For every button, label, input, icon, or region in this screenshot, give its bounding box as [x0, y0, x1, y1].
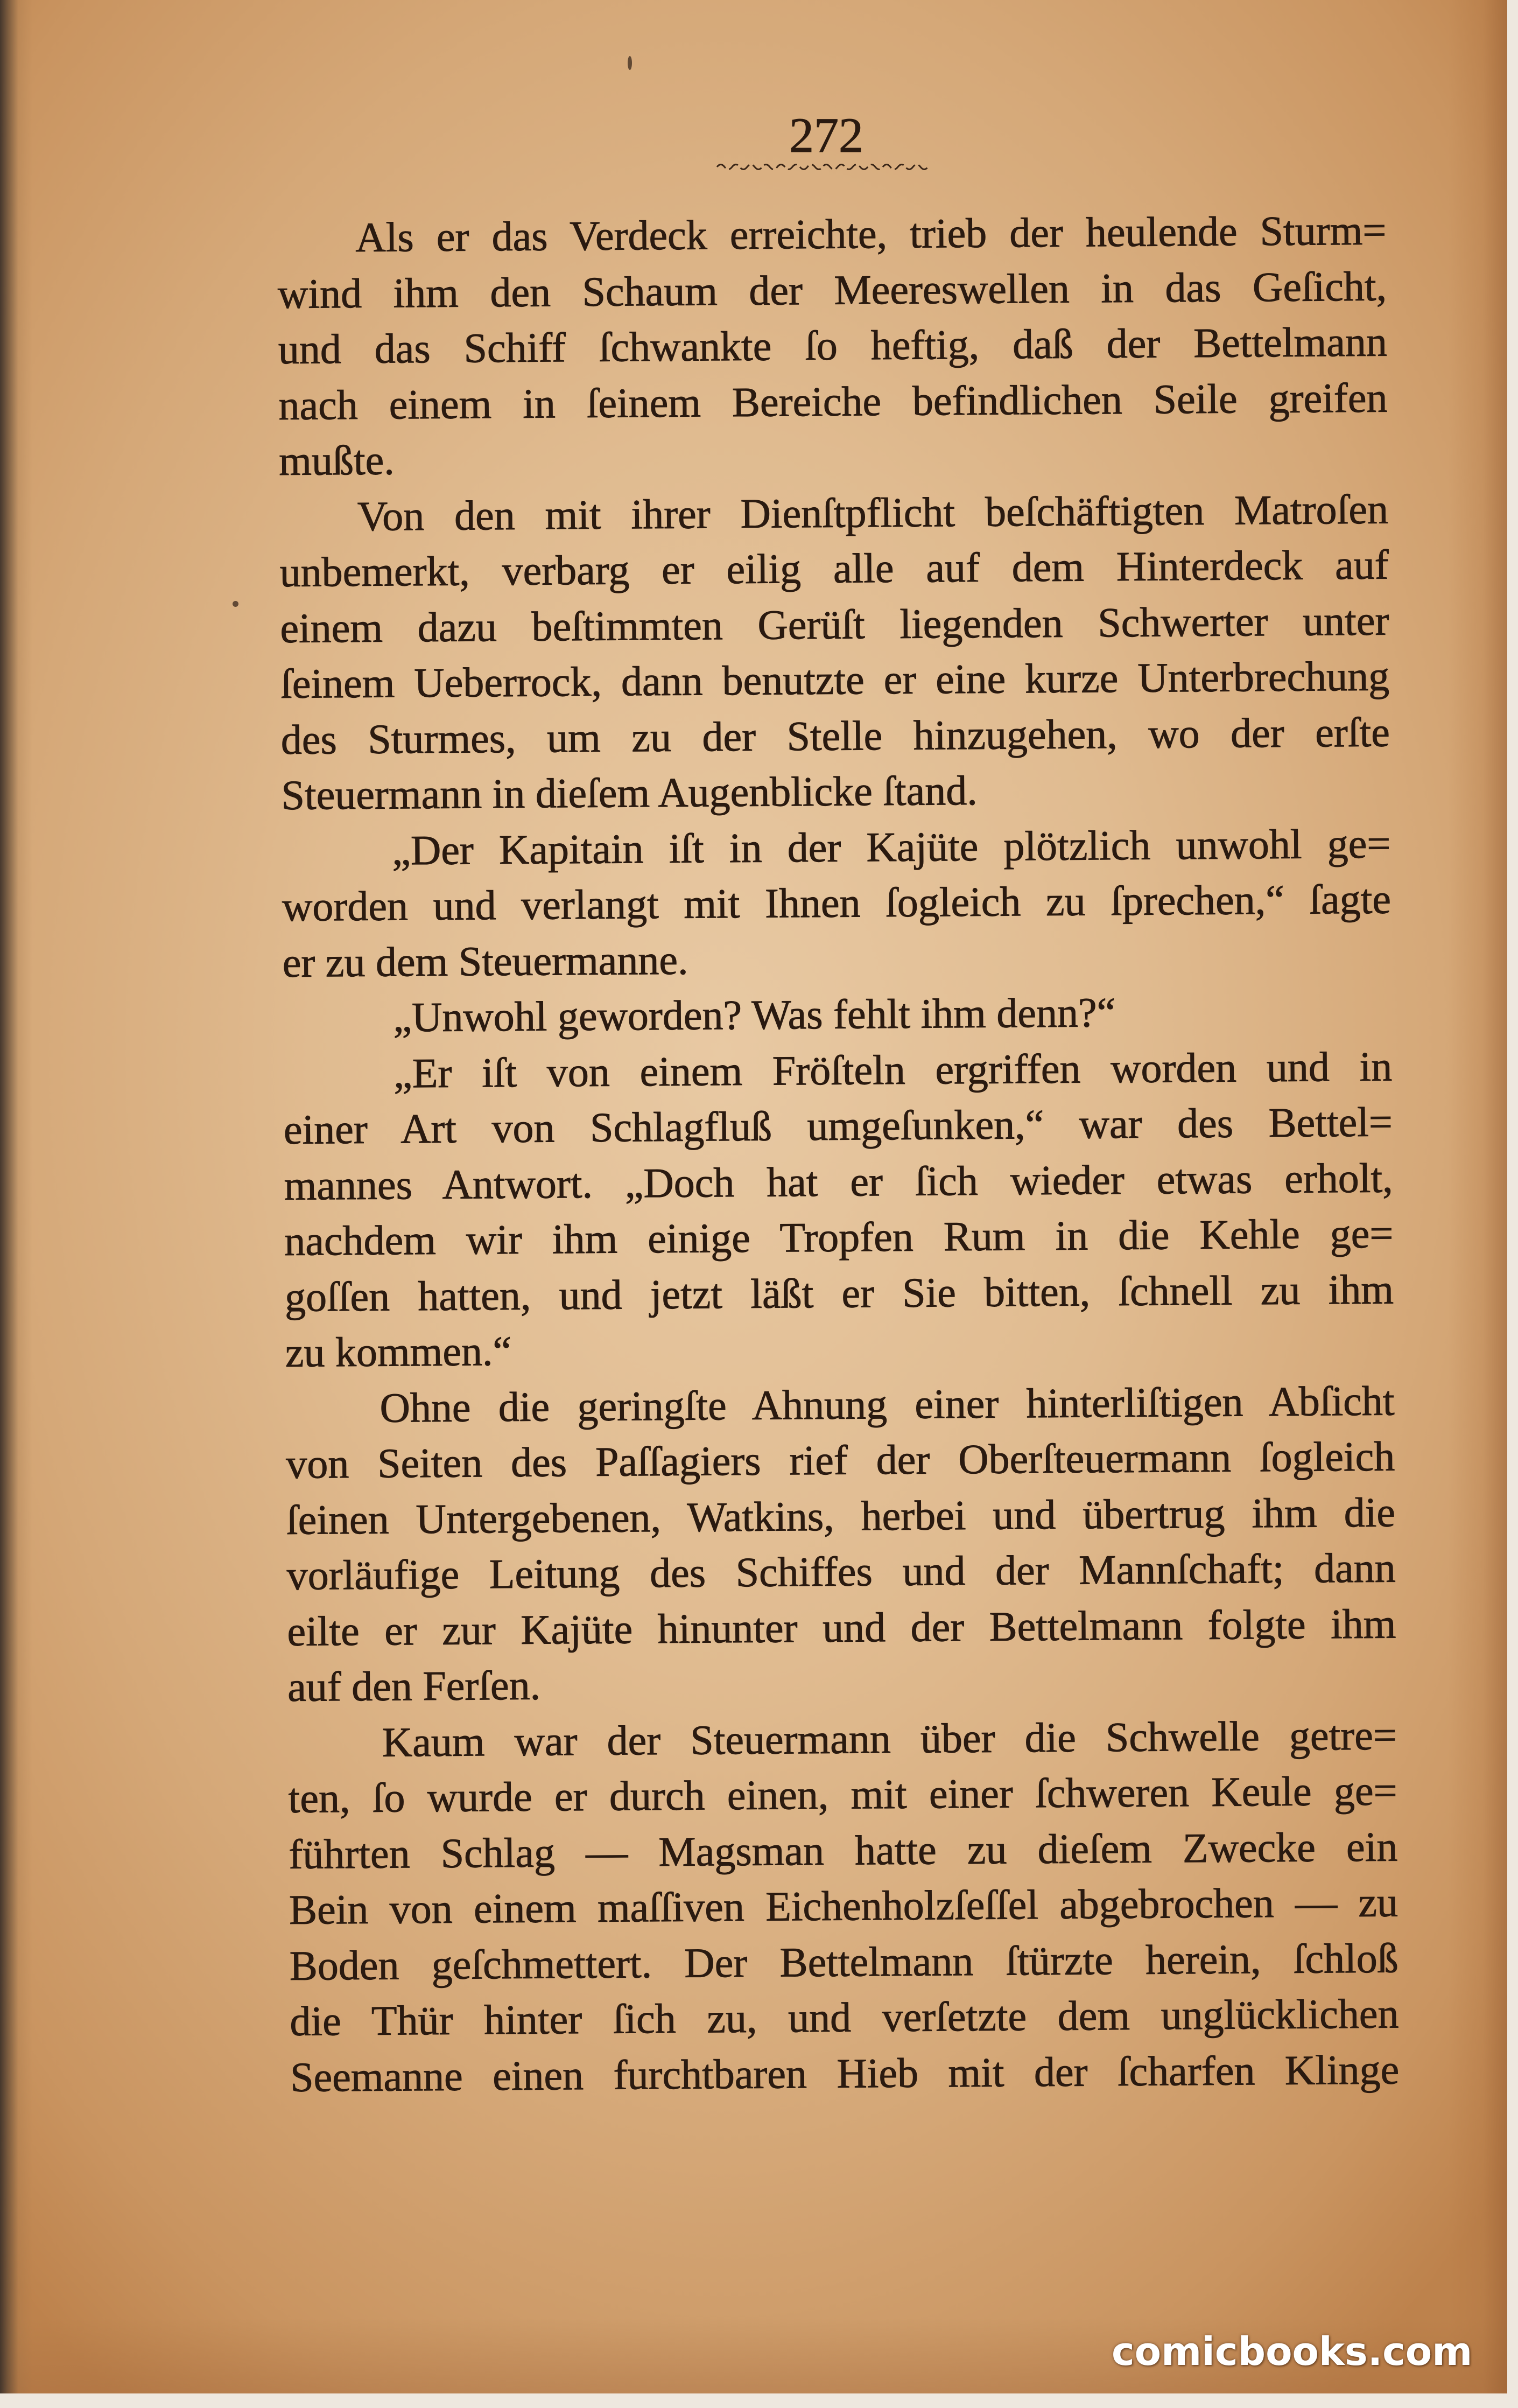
body-text: [277, 202, 1400, 2105]
ornamental-rule: [716, 159, 931, 172]
text-line: einem dazu beſtimmten Gerüſt liegenden Schwerter unter: [280, 597, 1389, 652]
text-line: zu kommen.“: [285, 1327, 512, 1376]
text-line: die Thür hinter ſich zu, und verſetzte dem unglücklichen: [290, 1990, 1399, 2045]
paragraph: [285, 1373, 1396, 1714]
page-number: 272: [789, 108, 863, 163]
text-line: mannes Antwort. „Doch hat er ſich wieder etwas erholt,: [284, 1154, 1393, 1209]
paragraph: [288, 1707, 1400, 2105]
text-line: unbemerkt, verbarg er eilig alle auf dem Hinterdeck auf: [279, 541, 1389, 596]
text-line: Ohne die geringſte Ahnung einer hinterliſtigen Abſicht: [380, 1377, 1395, 1431]
text-line: des Sturmes, um zu der Stelle hinzugehen, wo der erſte: [280, 708, 1390, 763]
text-line: einer Art von Schlagfluß umgeſunken,“ war des Bettel=: [283, 1098, 1393, 1153]
text-line: nachdem wir ihm einige Tropfen Rum in die Kehle ge=: [284, 1209, 1394, 1264]
text-line: „Er iſt von einem Fröſteln ergriffen worden und in: [393, 1042, 1393, 1097]
text-line: worden und verlangt mit Ihnen ſogleich zu ſprechen,“ ſagte: [282, 875, 1392, 930]
watermark: comicbooks.com: [1112, 2329, 1473, 2374]
text-line: Steuermann in dieſem Augenblicke ſtand.: [281, 766, 978, 818]
text-line: Boden geſchmettert. Der Bettelmann ſtürzte herein, ſchloß: [289, 1934, 1399, 1989]
text-line: goſſen hatten, und jetzt läßt er Sie bitten, ſchnell zu ihm: [284, 1265, 1394, 1320]
paragraph: [282, 815, 1392, 990]
text-line: ſeinem Ueberrock, dann benutzte er eine kurze Unterbrechung: [280, 652, 1390, 707]
paragraph: [279, 481, 1390, 823]
text-line: führten Schlag — Magsman hatte zu dieſem Zwecke ein: [289, 1823, 1398, 1878]
page-speck: [233, 601, 238, 607]
text-line: Als er das Verdeck erreichte, trieb der heulende Sturm=: [355, 206, 1387, 261]
text-line: und das Schiff ſchwankte ſo heftig, daß der Bettelmann: [278, 318, 1388, 373]
text-line: Bein von einem maſſiven Eichenholzſeſſel abgebrochen — zu: [289, 1878, 1398, 1933]
text-line: Kaum war der Steuermann über die Schwelle getre=: [382, 1711, 1397, 1766]
text-line: „Der Kapitain iſt in der Kajüte plötzlich unwohl ge=: [391, 820, 1391, 874]
text-line: Von den mit ihrer Dienſtpflicht beſchäftigten Matroſen: [357, 485, 1389, 540]
paragraph: [277, 202, 1388, 489]
text-line: auf den Ferſen.: [287, 1661, 541, 1710]
text-line: nach einem in ſeinem Bereiche befindlichen Seile greifen: [278, 374, 1388, 429]
paragraph: [283, 1038, 1394, 1380]
text-line: wind ihm den Schaum der Meereswellen in das Geſicht,: [277, 262, 1387, 317]
text-line: vorläufige Leitung des Schiffes und der Mannſchaft; dann: [286, 1544, 1396, 1599]
text-line: mußte.: [278, 436, 395, 484]
page-speck: [628, 56, 632, 70]
text-line: ten, ſo wurde er durch einen, mit einer ſchweren Keule ge=: [288, 1767, 1397, 1822]
text-line: von Seiten des Paſſagiers rief der Oberſteuermann ſogleich: [285, 1432, 1395, 1487]
text-line: „Unwohl geworden? Was fehlt ihm denn?“: [393, 989, 1116, 1041]
paragraph: [283, 983, 1392, 1046]
text-line: er zu dem Steuermanne.: [282, 936, 688, 986]
text-line: Seemanne einen furchtbaren Hieb mit der ſcharfen Klinge: [290, 2046, 1400, 2101]
text-line: eilte er zur Kajüte hinunter und der Bettelmann folgte ihm: [287, 1600, 1396, 1655]
text-line: ſeinen Untergebenen, Watkins, herbei und übertrug ihm die: [286, 1488, 1396, 1543]
